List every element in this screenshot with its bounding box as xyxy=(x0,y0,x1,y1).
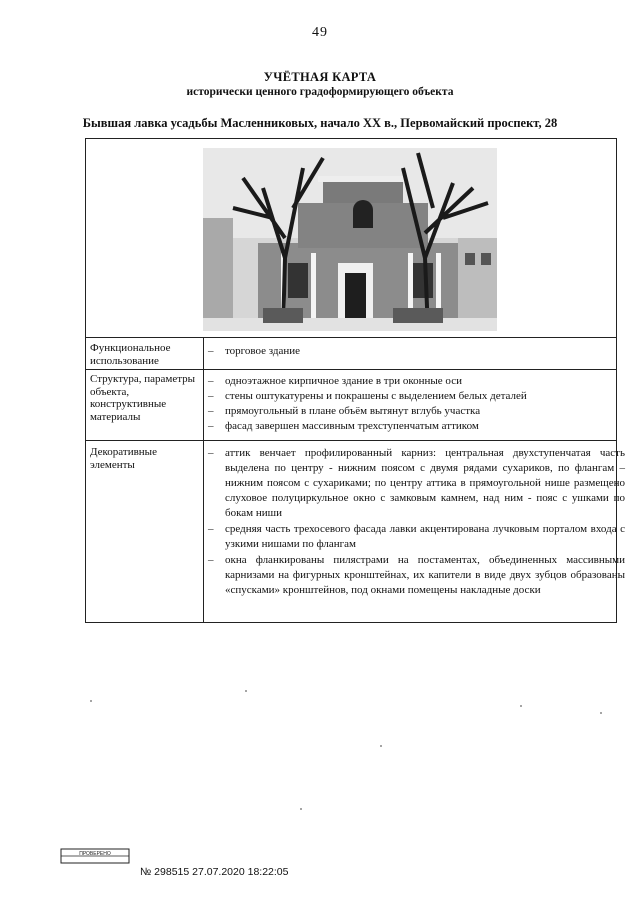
stamp-icon xyxy=(60,848,130,864)
list-item: – фасад завершен массивным трехступенчатым аттиком xyxy=(208,420,479,432)
scan-speck xyxy=(380,745,382,747)
list-item: – торговое здание xyxy=(208,345,301,357)
document-number: № 298515 27.07.2020 18:22:05 xyxy=(140,866,289,878)
list-item: – одноэтажное кирпичное здание в три оконные оси xyxy=(208,375,462,387)
verification-stamp xyxy=(60,848,130,864)
building-photo xyxy=(203,148,497,331)
card-title: УЧЁТНАЯ КАРТА xyxy=(263,70,377,84)
list-item: – аттик венчает профилированный карниз: центральная двухступенчатая часть выделена по центру - нижним поясом с двумя рядами сухариков, по флангам – нижним поясом с сухариками; по центру аттика в прямоугольной нише размещено слуховое полуциркульное окно с замковым камнем, над ним - пояс с ушками по бокам ниши xyxy=(208,447,625,519)
row-label-function: Функциональное использование xyxy=(90,342,171,367)
page-number: 49 xyxy=(312,25,328,40)
scan-speck xyxy=(245,690,247,692)
stamp-text: ПРОВЕРЕНО xyxy=(79,851,111,857)
row-label-decorative: Декоративные элементы xyxy=(90,446,157,471)
scan-speck xyxy=(600,712,602,714)
scan-speck xyxy=(90,700,92,702)
list-item: – прямоугольный в плане объём вытянут вглубь участка xyxy=(208,405,481,417)
card-subtitle: исторически ценного градоформирующего объекта xyxy=(186,86,454,98)
row-label-structure: Структура, параметры объекта, конструктивные материалы xyxy=(90,373,196,423)
scan-speck xyxy=(520,705,522,707)
object-name: Бывшая лавка усадьбы Масленниковых, начало ХХ в., Первомайский проспект, 28 xyxy=(82,116,558,130)
row-divider xyxy=(86,440,616,441)
list-item: – окна фланкированы пилястрами на постаментах, объединенных массивными карнизами на фигурных кронштейнах, их капители в виде двух зубцов образованы «спусками» кронштейнов, под окнами помещены накладные доски xyxy=(208,554,625,596)
registration-card-table xyxy=(85,138,625,623)
row-divider xyxy=(86,369,616,370)
scan-speck xyxy=(300,808,302,810)
building-photo-icon xyxy=(203,148,497,331)
list-item: – средняя часть трехосевого фасада лавки акцентирована лучковым порталом входа с узкими нишами по флангам xyxy=(208,523,625,550)
row-divider xyxy=(86,337,616,338)
column-divider xyxy=(203,337,204,623)
list-item: – стены оштукатурены и покрашены с выделением белых деталей xyxy=(208,390,527,402)
